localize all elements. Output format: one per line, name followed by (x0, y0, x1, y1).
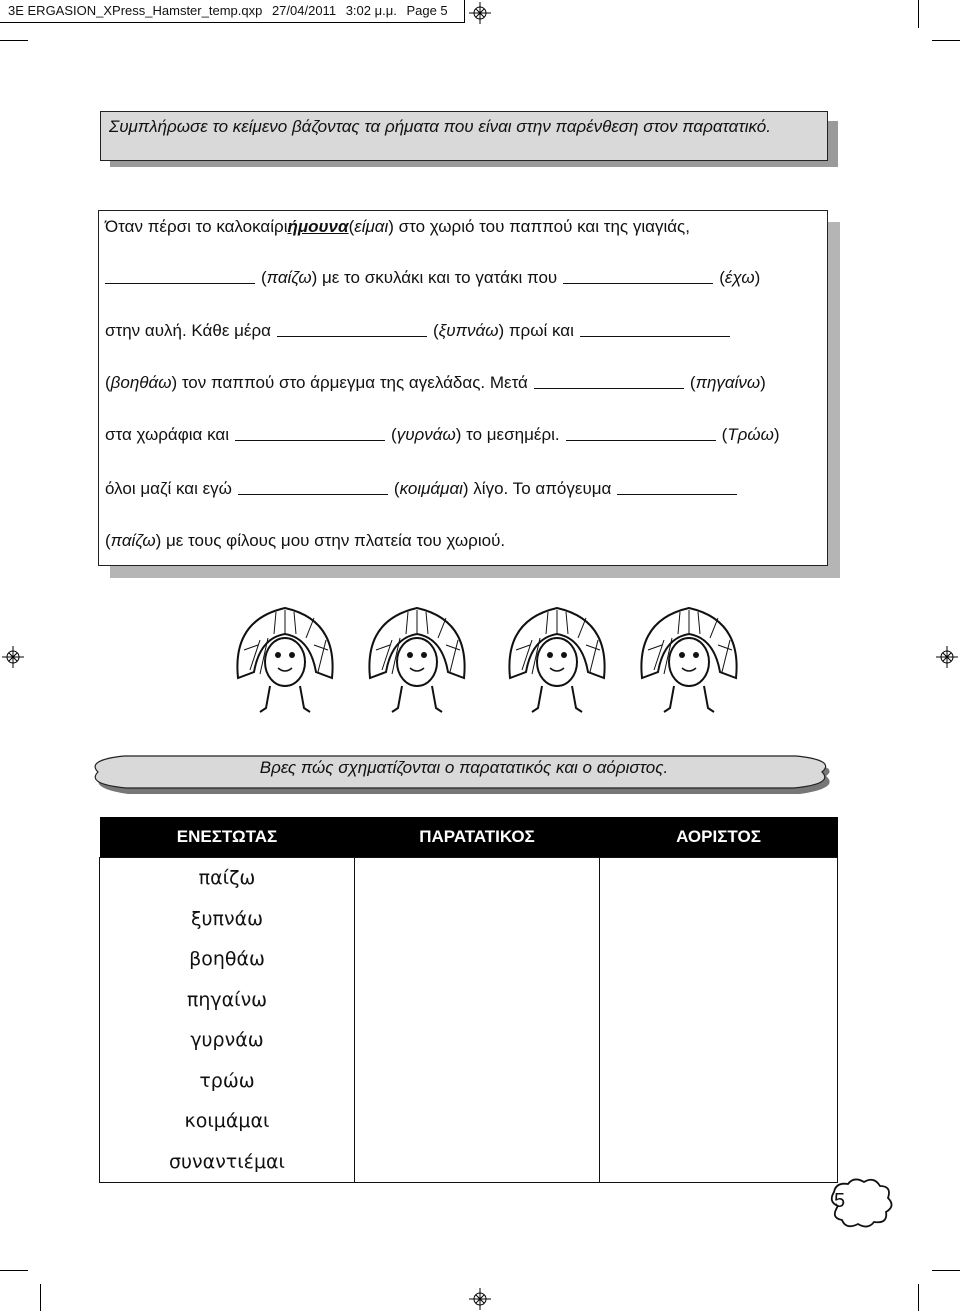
verb-hint: έχω (724, 268, 755, 287)
answer-blank[interactable] (563, 283, 713, 284)
slug-file: 3E ERGASION_XPress_Hamster_temp.qxp (8, 3, 263, 18)
crop-mark (932, 1270, 960, 1271)
exercise-line-6: όλοι μαζί και εγώ ( κοιμάμαι ) λίγο. Το απόγευμα (105, 479, 821, 499)
imperfect-answer-cell[interactable] (355, 858, 600, 1183)
verb-hint: ξυπνάω (438, 321, 499, 340)
verb-hint: είμαι (354, 217, 389, 236)
exercise-line-2: ( παίζω ) με το σκυλάκι και το γατάκι που ( έχω ) (105, 268, 821, 288)
verb-item: βοηθάω (189, 948, 265, 970)
present-verbs-cell (100, 867, 355, 1183)
exercise-line-4: ( βοηθάω ) τον παππού στο άρμεγμα της αγελάδας. Μετά ( πηγαίνω ) (105, 373, 766, 392)
section-header-text: Βρες πώς σχηματίζονται ο παρατατικός και ο αόριστος. (259, 758, 669, 777)
verb-hint: παίζω (110, 531, 156, 550)
slug-date: 27/04/2011 (271, 3, 337, 18)
text: ) με τους φίλους μου στην πλατεία του χωριού. (155, 531, 506, 550)
text: στην αυλή. Κάθε μέρα (105, 321, 271, 340)
page-number-badge (826, 1176, 896, 1232)
text: ) τον παππού στο άρμεγμα της αγελάδας. Μετά (171, 373, 528, 392)
crop-mark (0, 1270, 28, 1271)
verb-item: παίζω (198, 867, 256, 889)
crop-mark (0, 40, 28, 41)
answer-blank[interactable] (238, 494, 388, 495)
exercise-line-5: στα χωράφια και ( γυρνάω ) το μεσημέρι. ( Τρώω ) (105, 425, 780, 444)
verb-hint: βοηθάω (110, 373, 172, 392)
section-header (88, 750, 840, 796)
crop-mark (40, 1284, 41, 1311)
verb-hint: πηγαίνω (695, 373, 761, 392)
verb-hint: παίζω (266, 268, 312, 287)
crop-mark (918, 0, 919, 28)
text: ) το μεσημέρι. (455, 425, 560, 444)
answer-blank[interactable] (105, 283, 255, 284)
conjugation-table (99, 817, 838, 1183)
slug-page: Page 5 (406, 3, 448, 18)
verb-item: γυρνάω (190, 1029, 264, 1051)
aorist-answer-cell[interactable] (600, 858, 838, 1183)
verb-hint: κοιμάμαι (399, 479, 463, 498)
exercise-line-1 (105, 217, 821, 237)
answer-blank[interactable] (566, 440, 716, 441)
text: ( (348, 217, 355, 236)
page-number: 5 (834, 1190, 846, 1212)
registration-mark-icon (936, 646, 958, 668)
column-header-aorist: ΑΟΡΙΣΤΟΣ (600, 817, 838, 858)
registration-mark-icon (2, 646, 24, 668)
verb-item: ξυπνάω (190, 907, 264, 930)
column-header-imperfect: ΠΑΡΑΤΑΤΙΚΟΣ (355, 817, 600, 858)
exercise-line-7: ( παίζω ) με τους φίλους μου στην πλατεία του χωριού. (105, 531, 506, 550)
instruction-box (100, 111, 828, 161)
verb-hint: γυρνάω (396, 425, 456, 444)
answer-blank[interactable] (580, 336, 730, 337)
verb-list (100, 858, 354, 1182)
verb-item: πηγαίνω (186, 988, 268, 1011)
crop-mark (918, 1284, 919, 1311)
answer-blank[interactable] (235, 440, 385, 441)
hamster-with-fan-icon (237, 608, 332, 712)
text: στα χωράφια και (105, 425, 230, 444)
verb-item: τρώω (199, 1069, 255, 1092)
text: ) με το σκυλάκι και το γατάκι που (311, 268, 558, 287)
example-answer: ήμουνα (287, 217, 349, 236)
verb-item: συναντιέμαι (169, 1150, 285, 1173)
text: όλοι μαζί και εγώ (105, 479, 232, 498)
crop-mark (932, 40, 960, 41)
slug-time: 3:02 μ.μ. (345, 3, 397, 18)
text: Όταν πέρσι το καλοκαίρι (105, 217, 288, 236)
print-slug (0, 0, 465, 23)
answer-blank[interactable] (617, 494, 737, 495)
text: ) λίγο. Το απόγευμα (462, 479, 612, 498)
exercise-box (98, 210, 828, 566)
verb-item: κοιμάμαι (184, 1110, 270, 1132)
answer-blank[interactable] (277, 336, 427, 337)
exercise-line-3: στην αυλή. Κάθε μέρα ( ξυπνάω ) πρωί και (105, 321, 821, 341)
text: ) στο χωριό του παππού και της γιαγιάς, (388, 217, 690, 236)
text: ) πρωί και (498, 321, 574, 340)
registration-mark-icon (469, 2, 491, 24)
instruction-text: Συμπλήρωσε το κείμενο βάζοντας τα ρήματα που είναι στην παρένθεση στον παρατατικό. (109, 117, 771, 136)
verb-hint: Τρώω (727, 425, 774, 444)
column-header-present: ΕΝΕΣΤΩΤΑΣ (100, 817, 355, 858)
answer-blank[interactable] (534, 388, 684, 389)
registration-mark-icon (469, 1288, 491, 1310)
hamster-illustrations (230, 600, 750, 722)
